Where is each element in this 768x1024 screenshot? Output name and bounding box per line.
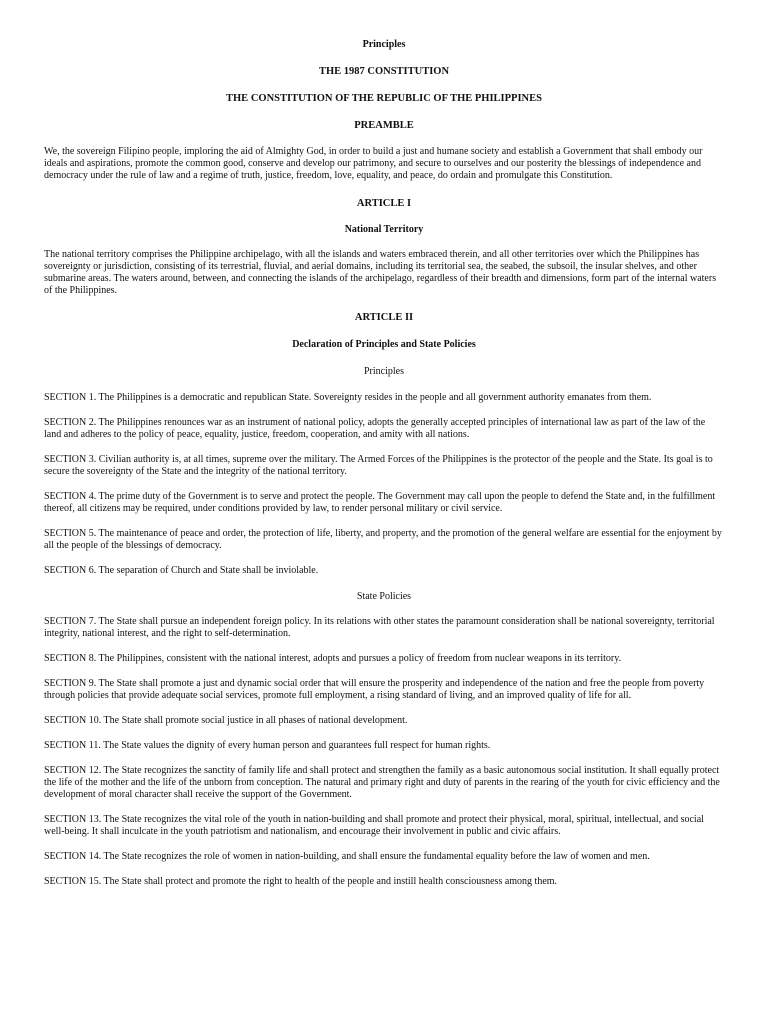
section-8: SECTION 8. The Philippines, consistent with the national interest, adopts and pursues a policy of freedom from nuclear weapons in its territory. [44, 653, 622, 664]
article-1-heading: ARTICLE I [356, 198, 412, 209]
section-3: SECTION 3. Civilian authority is, at all times, supreme over the military. The Armed Forces of the Philippines is the protector of the people and the State. Its goal is to secure the sovereignty of the State and the integrity of the national territory. [44, 454, 713, 477]
section-6: SECTION 6. The separation of Church and State shall be inviolable. [44, 565, 319, 576]
section-11: SECTION 11. The State values the dignity of every human person and guarantees full respect for human rights. [44, 740, 491, 751]
article-1-subheading: National Territory [344, 224, 424, 235]
section-14: SECTION 14. The State recognizes the role of women in nation-building, and shall ensure the fundamental equality before the law of women and men. [44, 851, 650, 862]
principles-label: Principles [364, 366, 404, 377]
preamble-heading: PREAMBLE [354, 120, 414, 131]
constitution-title: THE CONSTITUTION OF THE REPUBLIC OF THE PHILIPPINES [226, 93, 542, 104]
article-2-heading: ARTICLE II [354, 312, 414, 323]
section-12: SECTION 12. The State recognizes the sanctity of family life and shall protect and strengthen the family as a basic autonomous social institution. It shall equally protect the life of the mother and the life of the unborn from conception. The natural and primary right and duty of parents in the rearing of the youth for civic efficiency and the development of moral character shall receive the support of the Government. [44, 765, 720, 800]
section-15: SECTION 15. The State shall protect and promote the right to health of the people and instill health consciousness among them. [44, 876, 558, 887]
constitution-year-heading: THE 1987 CONSTITUTION [318, 66, 450, 77]
section-2: SECTION 2. The Philippines renounces war as an instrument of national policy, adopts the generally accepted principles of international law as part of the law of the land and adheres to the policy of peace, equality, justice, freedom, cooperation, and amity with all nations. [44, 417, 706, 440]
section-7: SECTION 7. The State shall pursue an independent foreign policy. In its relations with other states the paramount consideration shall be national sovereignty, territorial integrity, national interest, and the right to self-determination. [44, 616, 715, 639]
small-title: Principles [362, 39, 406, 50]
section-5: SECTION 5. The maintenance of peace and order, the protection of life, liberty, and property, and the promotion of the general welfare are essential for the enjoyment by all the people of the blessings of democracy. [44, 528, 722, 551]
section-4: SECTION 4. The prime duty of the Government is to serve and protect the people. The Government may call upon the people to defend the State and, in the fulfillment thereof, all citizens may be required, under conditions provided by law, to render personal military or civil service. [44, 491, 716, 514]
section-1: SECTION 1. The Philippines is a democratic and republican State. Sovereignty resides in the people and all government authority emanates from them. [44, 392, 652, 403]
state-policies-label: State Policies [356, 591, 412, 602]
article-1-text: The national territory comprises the Philippine archipelago, with all the islands and waters embraced therein, and all other territories over which the Philippines has sovereignty or jurisdiction, consisting of its terrestrial, fluvial, and aerial domains, including its territorial sea, the seabed, the subsoil, the insular shelves, and other submarine areas. The waters around, between, and connecting the islands of the archipelago, regardless of their breadth and dimensions, form part of the internal waters of the Philippines. [44, 249, 717, 296]
section-13: SECTION 13. The State recognizes the vital role of the youth in nation-building and shall promote and protect their physical, moral, spiritual, intellectual, and social well-being. It shall inculcate in the youth patriotism and nationalism, and encourage their involvement in public and civic affairs. [44, 814, 704, 837]
section-9: SECTION 9. The State shall promote a just and dynamic social order that will ensure the prosperity and independence of the nation and free the people from poverty through policies that provide adequate social services, promote full employment, a rising standard of living, and an improved quality of life for all. [44, 678, 705, 701]
preamble-text: We, the sovereign Filipino people, imploring the aid of Almighty God, in order to build a just and humane society and establish a Government that shall embody our ideals and aspirations, promote the common good, conserve and develop our patrimony, and secure to ourselves and our posterity the blessings of independence and democracy under the rule of law and a regime of truth, justice, freedom, love, equality, and peace, do ordain and promulgate this Constitution. [44, 146, 703, 181]
section-10: SECTION 10. The State shall promote social justice in all phases of national development. [44, 715, 408, 726]
article-2-subheading: Declaration of Principles and State Policies [292, 339, 476, 350]
